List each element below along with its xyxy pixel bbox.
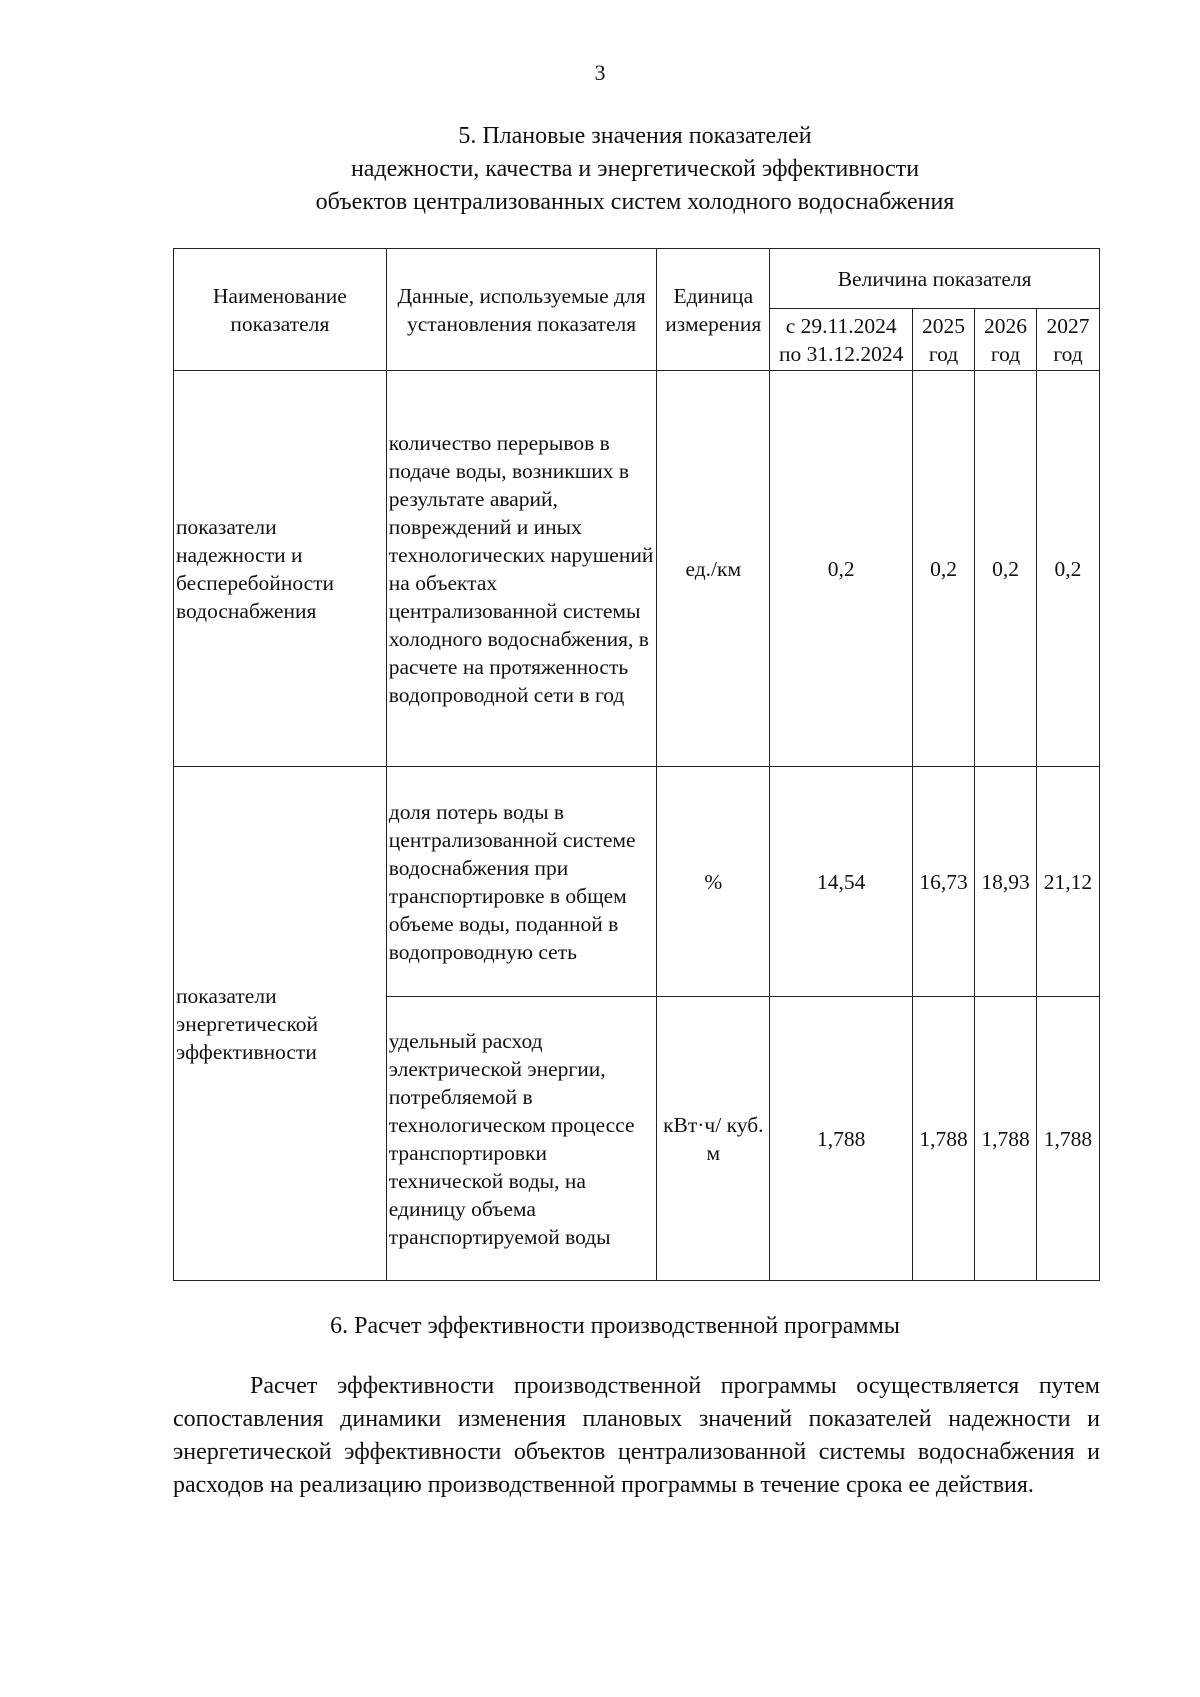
- section-5-title-line: надежности, качества и энергетической эффективности: [350, 156, 920, 182]
- source-data-cell: доля потерь воды в централизованной системе водоснабжения при транспортировке в общем объеме воды, поданной в водопроводную сеть: [386, 767, 657, 997]
- indicator-name-cell: показатели энергетической эффективности: [174, 767, 387, 1281]
- value-cell: 0,2: [975, 371, 1037, 767]
- unit-cell: %: [657, 767, 770, 997]
- header-period: с 29.11.2024 по 31.12.2024: [770, 309, 913, 371]
- indicator-name-cell: показатели надежности и бесперебойности водоснабжения: [174, 371, 387, 767]
- value-cell: 1,788: [913, 997, 975, 1281]
- unit-cell: кВт·ч/ куб. м: [657, 997, 770, 1281]
- value-cell: 0,2: [1036, 371, 1099, 767]
- value-cell: 1,788: [1036, 997, 1099, 1281]
- section-6-title: 6. Расчет эффективности производственной программы: [330, 1313, 900, 1339]
- value-cell: 21,12: [1036, 767, 1099, 997]
- header-period: 2027 год: [1036, 309, 1099, 371]
- indicators-table: [173, 248, 1100, 1281]
- table-row: [174, 371, 1100, 767]
- section-5-title: [0, 120, 1200, 219]
- value-cell: 14,54: [770, 767, 913, 997]
- value-cell: 0,2: [770, 371, 913, 767]
- value-cell: 0,2: [913, 371, 975, 767]
- value-cell: 18,93: [975, 767, 1037, 997]
- header-indicator-name: Наименование показателя: [174, 249, 387, 371]
- source-data-cell: удельный расход электрической энергии, потребляемой в технологическом процессе транспортировки технической воды, на единицу объема транспортируемой воды: [386, 997, 657, 1281]
- header-period: 2025 год: [913, 309, 975, 371]
- section-5-title-line: объектов централизованных систем холодного водоснабжения: [315, 189, 955, 215]
- table-row: [174, 767, 1100, 997]
- header-value-group: Величина показателя: [770, 249, 1100, 309]
- section-5-title-line: 5. Плановые значения показателей: [458, 123, 812, 149]
- value-cell: 1,788: [975, 997, 1037, 1281]
- header-source-data: Данные, используемые для установления показателя: [386, 249, 657, 371]
- page-number: 3: [594, 60, 606, 85]
- value-cell: 1,788: [770, 997, 913, 1281]
- header-period: 2026 год: [975, 309, 1037, 371]
- value-cell: 16,73: [913, 767, 975, 997]
- header-unit: Единица измерения: [657, 249, 770, 371]
- section-6-paragraph: Расчет эффективности производственной программы осуществляется путем сопоставления динамики изменения плановых значений показателей надежности и энергетической эффективности объектов централизованной системы водоснабжения и расходов на реализацию производственной программы в течение срока ее действия.: [173, 1373, 1100, 1498]
- unit-cell: ед./км: [657, 371, 770, 767]
- source-data-cell: количество перерывов в подаче воды, возникших в результате аварий, повреждений и иных технологических нарушений на объектах централизованной системы холодного водоснабжения, в расчете на протяженность водопроводной сети в год: [386, 371, 657, 767]
